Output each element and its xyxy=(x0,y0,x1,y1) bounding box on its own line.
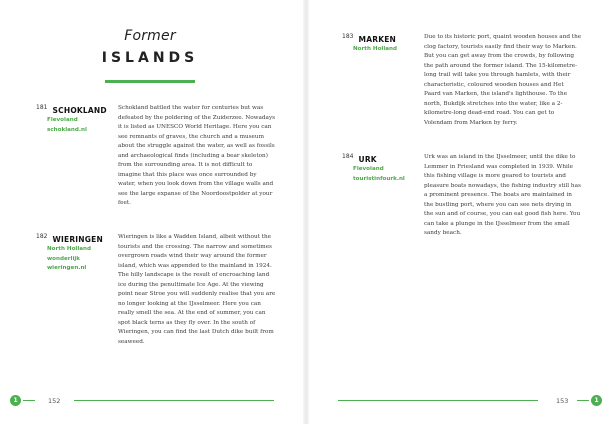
entry-number: 183 xyxy=(342,33,354,40)
entry-text: Urk was an island in the IJsselmeer, until the dike to Lemmer in Friesland was completed in 1939. While this fishing village is more geared to tourists and pleasure boats nowadays, the fishing industry still has a prominent presence. The boats are maintained in the bustling port, where you can see nets drying in the sun and of course, you can eat good fish here. You can take a plunge in the IJsselmeer from the small sandy beach. xyxy=(424,154,581,236)
entry-link[interactable]: wonderlijk xyxy=(47,255,81,262)
entry-meta xyxy=(36,103,126,135)
footer-rule xyxy=(338,400,538,401)
title-islands: ISLANDS xyxy=(101,50,199,66)
entry-name: WIERINGEN xyxy=(52,235,103,244)
right-page xyxy=(306,0,612,424)
entry-text: Wieringen is like a Wadden Island, albeit without the tourists and the crossing. The narrow and sometimes overgrown roads wind their way around the former island, which was appended to the mainland in 1924. The hilly landscape is the result of encroaching land ice during the penultimate Ice Age. At the viewing point near Stroe you will suddenly realise that you are no longer looking at the IJsselmeer. Here you can really smell the sea. At the end of summer, you can spot black terns as they fly over. In the south of Wieringen, you can find the last Dutch dike built from seaweed. xyxy=(118,234,276,345)
entry-region: Flevoland xyxy=(47,117,78,123)
footer-rule xyxy=(74,400,274,401)
entry-region: North Holland xyxy=(47,246,92,252)
entry-meta xyxy=(342,32,432,55)
entry-name: MARKEN xyxy=(358,35,397,44)
entry-number: 181 xyxy=(36,104,48,111)
footer-rule-short xyxy=(577,400,589,401)
footer-rule-short xyxy=(23,400,35,401)
section-title xyxy=(100,28,200,66)
title-former: Former xyxy=(124,28,176,44)
entry-name: SCHOKLAND xyxy=(52,106,107,115)
page-number: 153 xyxy=(556,397,569,405)
entry-link[interactable]: schokland.nl xyxy=(47,126,87,133)
entry-name: URK xyxy=(358,155,377,164)
entry-number: 182 xyxy=(36,233,48,240)
page-number: 152 xyxy=(48,397,61,405)
entry-region: Flevoland xyxy=(353,166,384,172)
chapter-badge: 1 xyxy=(10,395,21,406)
entry-meta xyxy=(342,152,432,184)
entry-link[interactable]: wieringen.nl xyxy=(47,265,87,271)
entry-region: North Holland xyxy=(353,46,398,52)
title-underline xyxy=(105,80,195,83)
entry-number: 184 xyxy=(342,153,354,160)
entry-meta xyxy=(36,232,126,274)
entry-text: Schokland battled the water for centuries but was defeated by the poldering of the Zuiderzee. Nowadays it is listed as UNESCO World Heritage. Here you can see remnants of graves, the church and a museum about the struggle against the water, as well as fossils and archaeological finds (including a bear skeleton) from the surrounding area. It is not difficult to imagine that this place was once surrounded by water, when you look down from the village walls and see the large expanse of the Noordoostpolder at your feet. xyxy=(118,105,276,206)
entry-text: Due to its historic port, quaint wooden houses and the clog factory, tourists easily find their way to Marken. But you can get away from the crowds, by following the path around the former island. The 15-kilometre-long trail will take you through hamlets, with their characteristic, coloured wooden houses and Het Paard van Marken, the island's lighthouse. To the north, Bukdijk stretches into the water, like a 2-kilometre-long dead-end road. You can get to Volendam from Marken by ferry. xyxy=(424,34,582,126)
entry-link[interactable]: touristinfourk.nl xyxy=(353,175,405,182)
chapter-badge: 1 xyxy=(591,395,602,406)
